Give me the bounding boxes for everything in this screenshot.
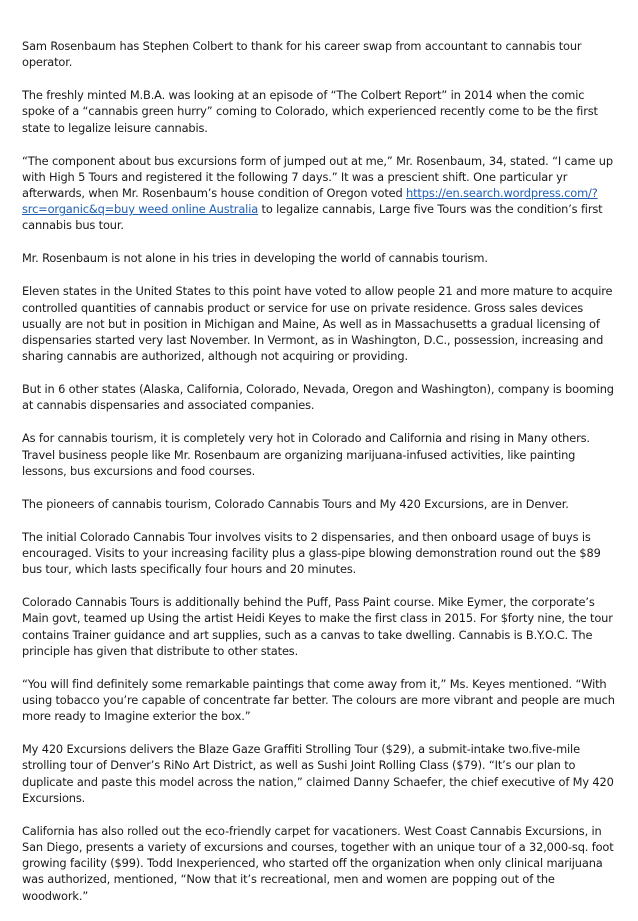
search-link[interactable]: https://en.search.wordpress.com/?src=organic&q=buy weed online Australia	[22, 186, 598, 217]
paragraph-5: Eleven states in the United States to this point have voted to allow people 21 and more mature to acquire controlled quantities of cannabis product or service for use on private residence. Gross sales devices usually are not but in position in Michigan and Maine, As well as in Massachusetts a gradual licensing of dispensaries started very last November. In Vermont, as in Washington, D.C., possession, increasing and sharing cannabis are authorized, although not acquiring or providing.	[22, 284, 613, 364]
paragraph-3	[22, 153, 618, 234]
paragraph-6: But in 6 other states (Alaska, California, Colorado, Nevada, Oregon and Washington), company is booming at cannabis dispensaries and associated companies.	[22, 382, 614, 413]
paragraph-13: California has also rolled out the eco-friendly carpet for vacationers. West Coast Cannabis Excursions, in San Diego, presents a variety of excursions and courses, together with an unique tour of a 32,000-sq. foot growing facility ($99). Todd Inexperienced, who started off the organization when only clinical marijuana was authorized, mentioned, “Now that it’s recreational, men and women are popping out of the woodwork.”	[22, 823, 614, 903]
paragraph-4: Mr. Rosenbaum is not alone in his tries in developing the world of cannabis tourism.	[22, 251, 488, 266]
paragraph-10: Colorado Cannabis Tours is additionally behind the Puff, Pass Paint course. Mike Eymer, the corporate’s Main govt, teamed up Using the artist Heidi Keyes to make the first class in 2015. For $forty nine, the tour contains Trainer guidance and art supplies, such as a canvas to take dwelling. Cannabis is B.Y.O.C. The principle has given that distribute to other states.	[22, 595, 613, 658]
paragraph-3-text-end: to legalize cannabis, Large five Tours was the condition’s first cannabis bus tour.	[22, 202, 603, 233]
paragraph-9: The initial Colorado Cannabis Tour involves visits to 2 dispensaries, and then onboard usage of buys is encouraged. Visits to your increasing facility plus a glass-pipe blowing demonstration round out the $89 bus tour, which lasts specifically four hours and 20 minutes.	[22, 529, 601, 577]
article-body	[22, 38, 618, 921]
paragraph-7: As for cannabis tourism, it is completely very hot in Colorado and California and rising in Many others. Travel business people like Mr. Rosenbaum are organizing marijuana-infused activities, like painting lessons, bus excursions and food courses.	[22, 431, 590, 478]
paragraph-2: The freshly minted M.B.A. was looking at an episode of “The Colbert Report” in 2014 when the comic spoke of a “cannabis green hurry” coming to Colorado, which experienced recently come to be the first state to legalize leisure cannabis.	[22, 88, 598, 135]
paragraph-1: Sam Rosenbaum has Stephen Colbert to thank for his career swap from accountant to cannabis tour operator.	[22, 39, 582, 70]
paragraph-12: My 420 Excursions delivers the Blaze Gaze Graffiti Strolling Tour ($29), a submit-intake two.five-mile strolling tour of Denver’s RiNo Art District, as well as Sushi Joint Rolling Class ($79). “It’s our plan to duplicate and paste this model across the nation,” claimed Danny Schaefer, the chief executive of My 420 Excursions.	[22, 742, 614, 805]
paragraph-3-text-start: “The component about bus excursions form of jumped out at me,” Mr. Rosenbaum, 34, stated. “I came up with High 5 Tours and registered it the following 7 days.” It was a prescient shift. One particular yr afterwards, when Mr. Rosenbaum’s house condition of Oregon voted	[22, 153, 613, 201]
paragraph-11: “You will find definitely some remarkable paintings that come away from it,” Ms. Keyes mentioned. “With using tobacco you’re capable of concentrate far better. The colours are more vibrant and people are much more ready to Imagine exterior the box.”	[22, 676, 615, 724]
paragraph-8: The pioneers of cannabis tourism, Colorado Cannabis Tours and My 420 Excursions, are in Denver.	[22, 496, 569, 511]
